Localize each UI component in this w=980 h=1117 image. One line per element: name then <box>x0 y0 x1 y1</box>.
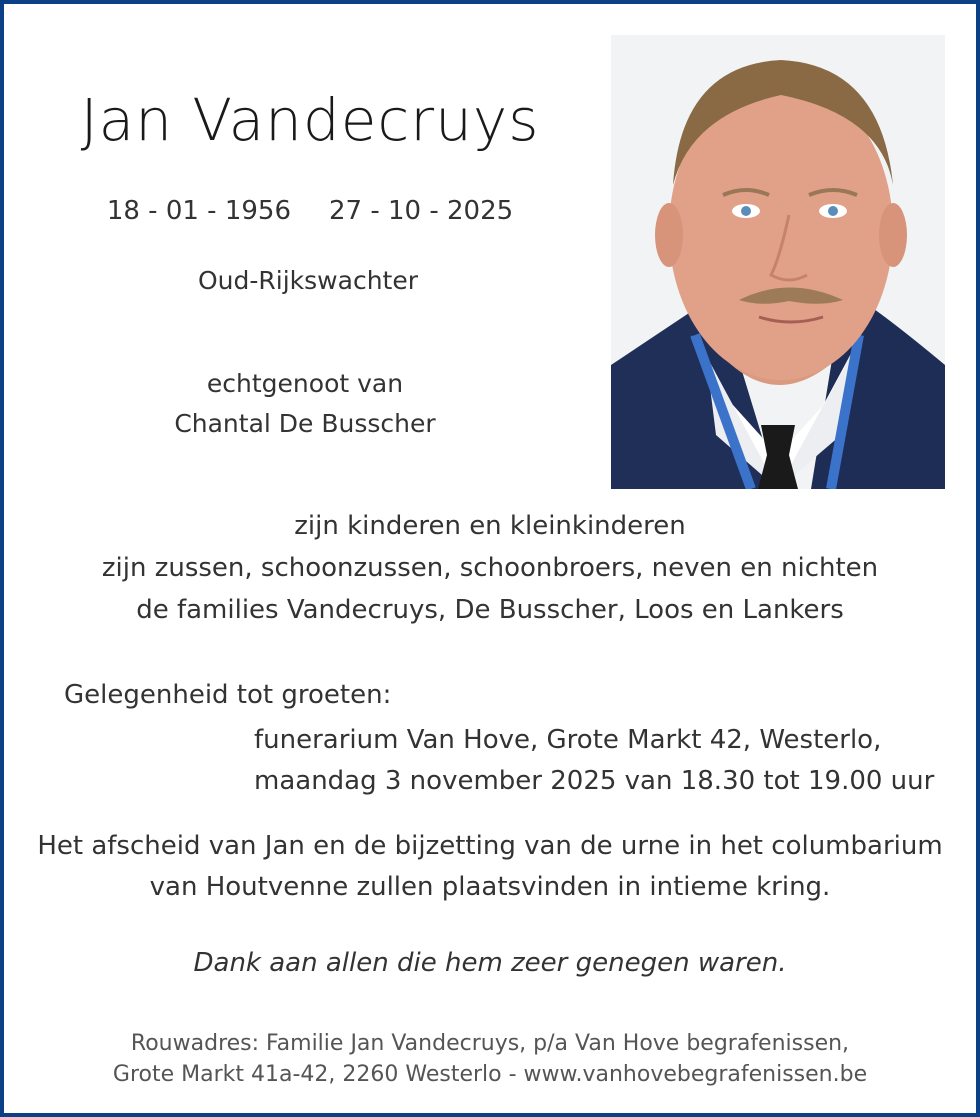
family-line: zijn zussen, schoonzussen, schoonbroers, neven en nichten <box>101 553 879 583</box>
farewell-text <box>0 826 980 908</box>
life-dates <box>40 196 580 226</box>
family-line: zijn kinderen en kleinkinderen <box>294 511 686 541</box>
spouse-block <box>40 364 570 444</box>
thanks-text: Dank aan allen die hem zeer genegen waren. <box>193 948 787 978</box>
spouse-intro: echtgenoot van <box>206 369 404 398</box>
deceased-name: Jan Vandecruys <box>80 86 540 154</box>
farewell-line: Het afscheid van Jan en de bijzetting van de urne in het columbarium <box>37 831 943 861</box>
family-list <box>0 505 980 631</box>
profession: Oud-Rijkswachter <box>198 266 418 295</box>
family-line: de families Vandecruys, De Busscher, Loos en Lankers <box>136 595 844 625</box>
death-date: 27 - 10 - 2025 <box>329 196 514 226</box>
farewell-line: van Houtvenne zullen plaatsvinden in intieme kring. <box>149 872 831 902</box>
spouse-name: Chantal De Busscher <box>174 409 436 438</box>
visitation-time: maandag 3 november 2025 van 18.30 tot 19.00 uur <box>254 766 935 796</box>
address-line: Grote Markt 41a-42, 2260 Westerlo - www.vanhovebegrafenissen.be <box>112 1062 868 1087</box>
mourning-address <box>0 1028 980 1090</box>
visitation-location: funerarium Van Hove, Grote Markt 42, Westerlo, <box>254 725 882 755</box>
address-line: Rouwadres: Familie Jan Vandecruys, p/a Van Hove begrafenissen, <box>130 1031 850 1056</box>
visitation-label: Gelegenheid tot groeten: <box>64 680 392 710</box>
birth-date: 18 - 01 - 1956 <box>106 196 291 226</box>
visitation-details <box>254 720 934 802</box>
portrait-photo <box>611 35 945 489</box>
